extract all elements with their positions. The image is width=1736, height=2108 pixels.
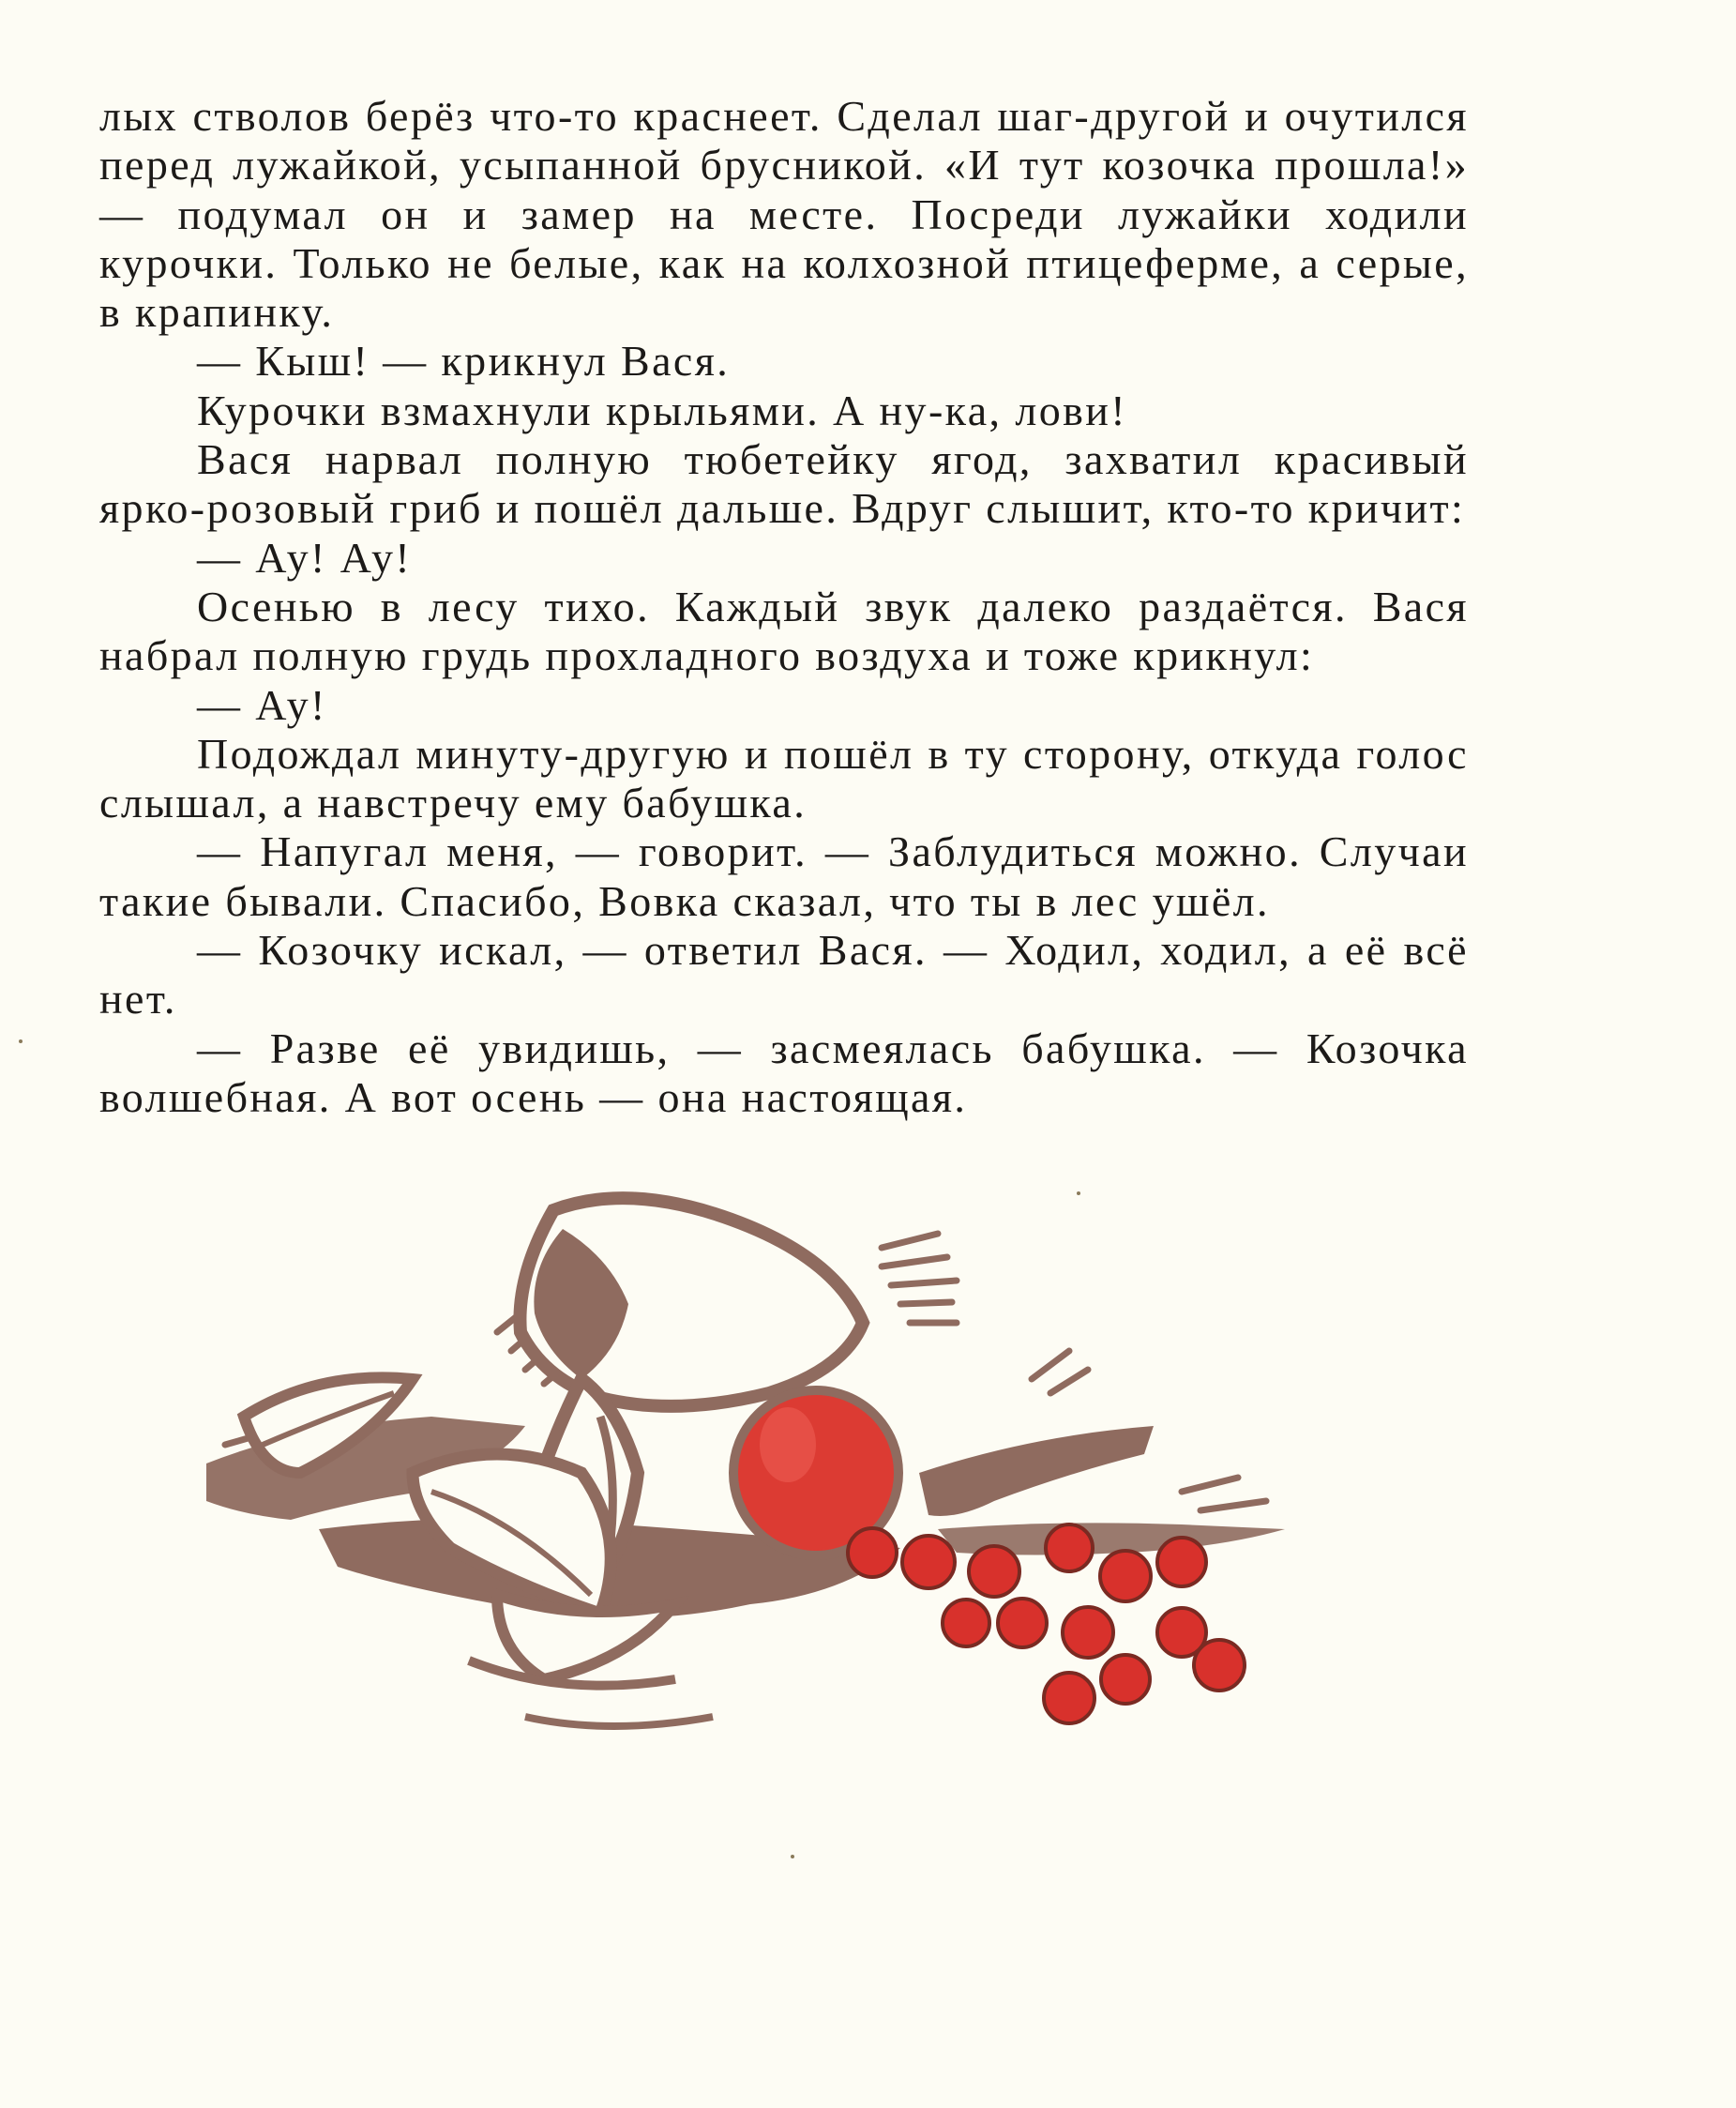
- paragraph-7: — Ау!: [197, 680, 327, 729]
- lingonberries: [848, 1524, 1245, 1723]
- berry: [1044, 1673, 1094, 1723]
- berry: [848, 1528, 897, 1577]
- paragraph-5: — Ау! Ау!: [197, 533, 413, 582]
- paragraph-9: — Напугал меня, — говорит. — Заблудиться можно. Случаи такие бывали. Спасибо, Вовка сказал, что ты в лес ушёл.: [99, 827, 1469, 925]
- berry: [969, 1546, 1019, 1597]
- berry: [943, 1600, 989, 1646]
- berry: [1046, 1524, 1093, 1571]
- berry: [902, 1536, 955, 1588]
- paragraph-6: Осенью в лесу тихо. Каждый звук далеко раздаётся. Вася набрал полную грудь прохладного воздуха и тоже крикнул:: [99, 582, 1469, 680]
- brush-stroke-right: [919, 1426, 1154, 1516]
- paragraph-1: лых стволов берёз что-то краснеет. Сделал шаг-другой и очутился перед лужайкой, усыпанной брусникой. «И тут козочка прошла!» — подумал он и замер на месте. Посреди лужайки ходили курочки. Только не белые, как на колхозной птицеферме, а серые, в крапинку.: [99, 92, 1469, 337]
- leaf-bottom-second: [497, 1595, 675, 1679]
- berry: [1063, 1607, 1113, 1658]
- paragraph-4: Вася нарвал полную тюбетейку ягод, захватил красивый ярко-розовый гриб и пошёл дальше. Вдруг слышит, кто-то кричит:: [99, 435, 1469, 533]
- berry: [1157, 1538, 1206, 1586]
- berry: [1194, 1640, 1245, 1691]
- paragraph-8: Подождал минуту-другую и пошёл в ту сторону, откуда голос слышал, а навстречу ему бабушка.: [99, 729, 1469, 827]
- speck: [19, 1039, 23, 1043]
- story-text: [99, 92, 1469, 1122]
- speck: [791, 1855, 794, 1858]
- speck: [1077, 1191, 1080, 1195]
- berry: [1101, 1655, 1150, 1704]
- paragraph-11: — Разве её увидишь, — засмеялась бабушка. — Козочка волшебная. А вот осень — она настоящая.: [99, 1024, 1469, 1121]
- mushroom-berries-illustration: [188, 1191, 1351, 1867]
- berry: [1100, 1551, 1151, 1601]
- paragraph-10: — Козочку искал, — ответил Вася. — Ходил, ходил, а её всё нет.: [99, 926, 1469, 1024]
- berry: [998, 1599, 1047, 1647]
- paragraph-3: Курочки взмахнули крыльями. А ну-ка, лови!: [197, 386, 1127, 434]
- paragraph-2: — Кыш! — крикнул Вася.: [197, 337, 731, 386]
